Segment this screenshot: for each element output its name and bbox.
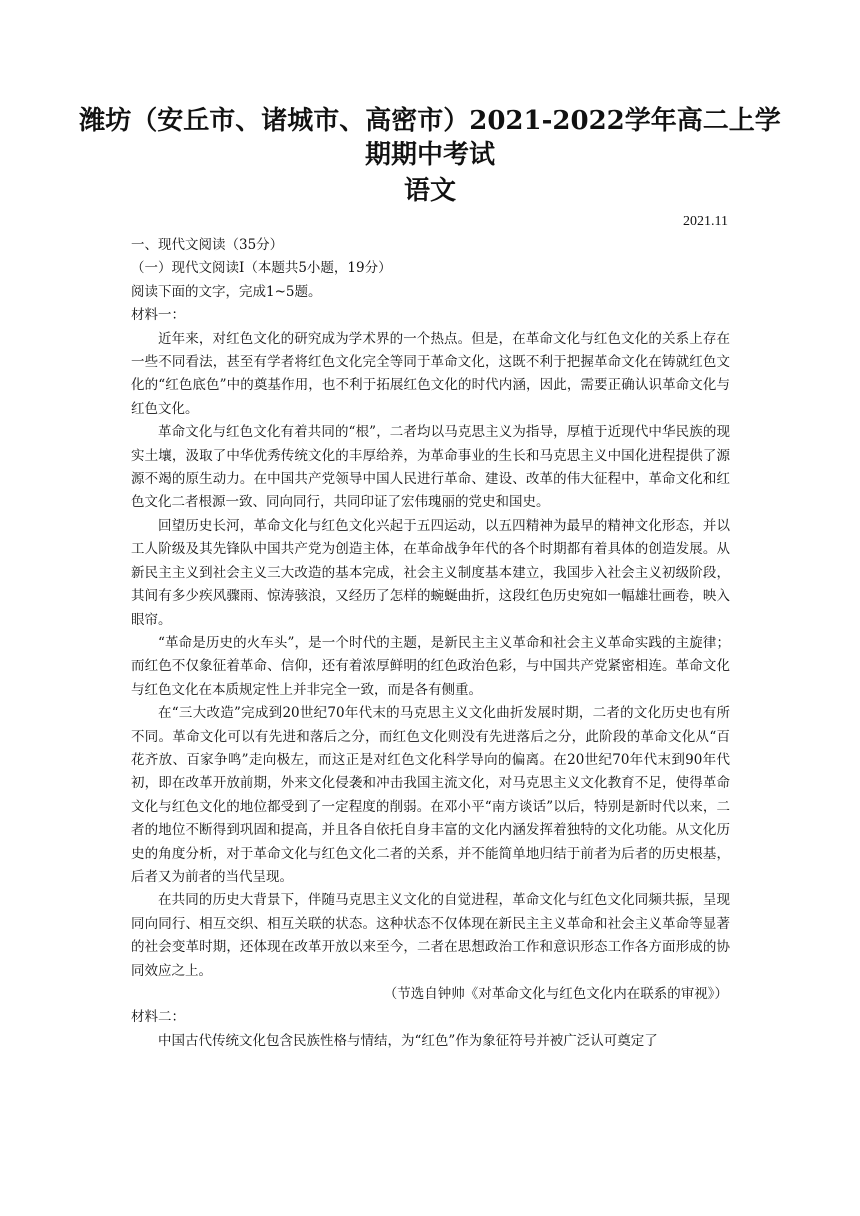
instruction: 阅读下面的文字，完成1~5题。 xyxy=(131,283,322,300)
material2-paragraph: 中国古代传统文化包含民族性格与情结，为“红色”作为象征符号并被广泛认可奠定了 xyxy=(158,1032,658,1049)
document-body xyxy=(131,234,730,1053)
material1-paragraph: “革命是历史的火车头”，是一个时代的主题，是新民主主义革命和社会主义革命实践的主旋律；而红色不仅象征着革命、信仰，还有着浓厚鲜明的红色政治色彩，与中国共产党紧密相连。革命文化与红色文化在本质规定性上并非完全一致，而是各有侧重。 xyxy=(131,634,730,698)
material1-paragraph: 回望历史长河，革命文化与红色文化兴起于五四运动，以五四精神为最早的精神文化形态，并以工人阶级及其先锋队中国共产党为创造主体，在革命战争年代的各个时期都有着具体的创造发展。从新民主主义到社会主义三大改造的基本完成，社会主义制度基本建立，我国步入社会主义初级阶段，其间有多少疾风骤雨、惊涛骇浪，又经历了怎样的蜿蜒曲折，这段红色历史宛如一幅雄壮画卷，映入眼帘。 xyxy=(131,517,730,628)
material1-paragraph: 革命文化与红色文化有着共同的“根”，二者均以马克思主义为指导，厚植于近现代中华民族的现实土壤，汲取了中华优秀传统文化的丰厚给养，为革命事业的生长和马克思主义中国化进程提供了源源不竭的原生动力。在中国共产党领导中国人民进行革命、建设、改革的伟大征程中，革命文化和红色文化二者根源一致、同向同行，共同印证了宏伟瑰丽的党史和国史。 xyxy=(131,424,730,511)
material1-source: （节选自钟帅《对革命文化与红色文化内在联系的审视》） xyxy=(383,986,728,1002)
material2-label: 材料二： xyxy=(131,1009,185,1026)
exam-date: 2021.11 xyxy=(683,214,728,229)
material1-paragraph: 在“三大改造”完成到20世纪70年代末的马克思主义文化曲折发展时期，二者的文化历史也有所不同。革命文化可以有先进和落后之分，而红色文化则没有先进落后之分，此阶段的革命文化从“百花齐放、百家争鸣”走向极左，而这正是对红色文化科学导向的偏离。在20世纪70年代末到90年代初，即在改革开放前期，外来文化侵袭和冲击我国主流文化，对马克思主义文化教育不足，使得革命文化与红色文化的地位都受到了一定程度的削弱。在邓小平“南方谈话”以后，特别是新时代以来，二者的地位不断得到巩固和提高，并且各自依托自身丰富的文化内涵发挥着独特的文化功能。从文化历史的角度分析，对于革命文化与红色文化二者的关系，并不能简单地归结于前者为后者的历史根基，后者又为前者的当代呈现。 xyxy=(131,705,730,885)
subject-title: 语文 xyxy=(403,176,456,206)
document-title-line2: 期期中考试 xyxy=(364,140,495,170)
material1-paragraph: 在共同的历史大背景下，伴随马克思主义文化的自觉进程，革命文化与红色文化同频共振，呈现同向同行、相互交织、相互关联的状态。这种状态不仅体现在新民主主义革命和社会主义革命等显著的社会变革时期，还体现在改革开放以来至今，二者在思想政治工作和意识形态工作各方面形成的协同效应之上。 xyxy=(131,892,730,979)
sub-heading: （一）现代文阅读Ⅰ（本题共5小题，19分） xyxy=(131,260,392,277)
document-title-line1: 潍坊（安丘市、诸城市、高密市）2021-2022学年高二上学 xyxy=(79,106,781,136)
material1-label: 材料一： xyxy=(131,307,185,324)
section-heading: 一、现代文阅读（35分） xyxy=(131,237,284,253)
material1-paragraph: 近年来，对红色文化的研究成为学术界的一个热点。但是，在革命文化与红色文化的关系上存在一些不同看法，甚至有学者将红色文化完全等同于革命文化，这既不利于把握革命文化在铸就红色文化的“红色底色”中的奠基作用，也不利于拓展红色文化的时代内涵，因此，需要正确认识革命文化与红色文化。 xyxy=(131,330,730,417)
